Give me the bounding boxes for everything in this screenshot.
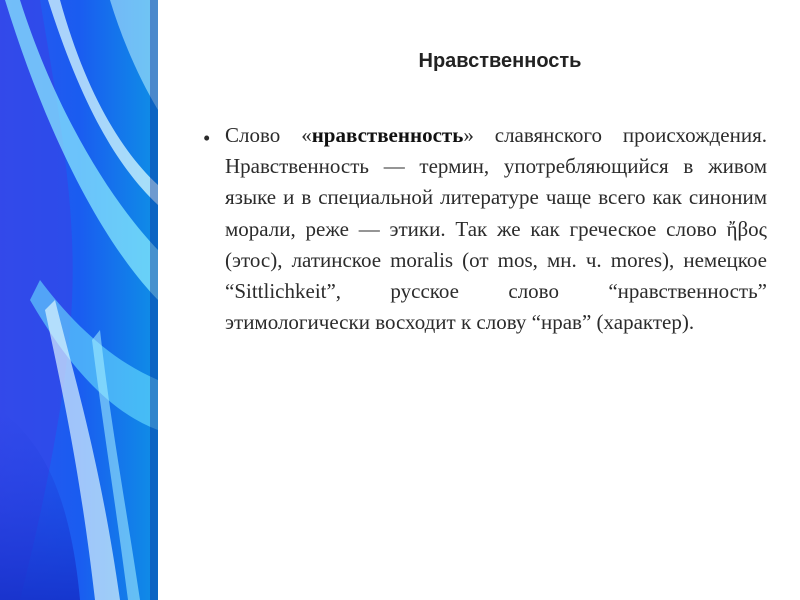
emphasized-term: нравственность bbox=[311, 123, 464, 147]
paragraph-lead: Слово « bbox=[225, 123, 312, 147]
decorative-background bbox=[0, 0, 158, 600]
paragraph-rest: » славянского происхождения. Нравственность — термин, употребляющийся в живом языке и в специальной литературе чаще всего как синоним морали, реже — этики. Так же как греческое слово ἤβος (этос), латинское moralis (от mos, мн. ч. mores), немецкое “Sittlichkeit”, русское слово “нравственность” этимологически восходит к слову “нрав” (характер). bbox=[225, 123, 767, 335]
slide-title: Нравственность bbox=[418, 50, 582, 72]
deco-edge-shadow bbox=[150, 0, 158, 600]
bullet-marker: • bbox=[203, 126, 211, 150]
body-paragraph bbox=[225, 120, 767, 338]
blue-wave-graphic bbox=[0, 0, 158, 600]
